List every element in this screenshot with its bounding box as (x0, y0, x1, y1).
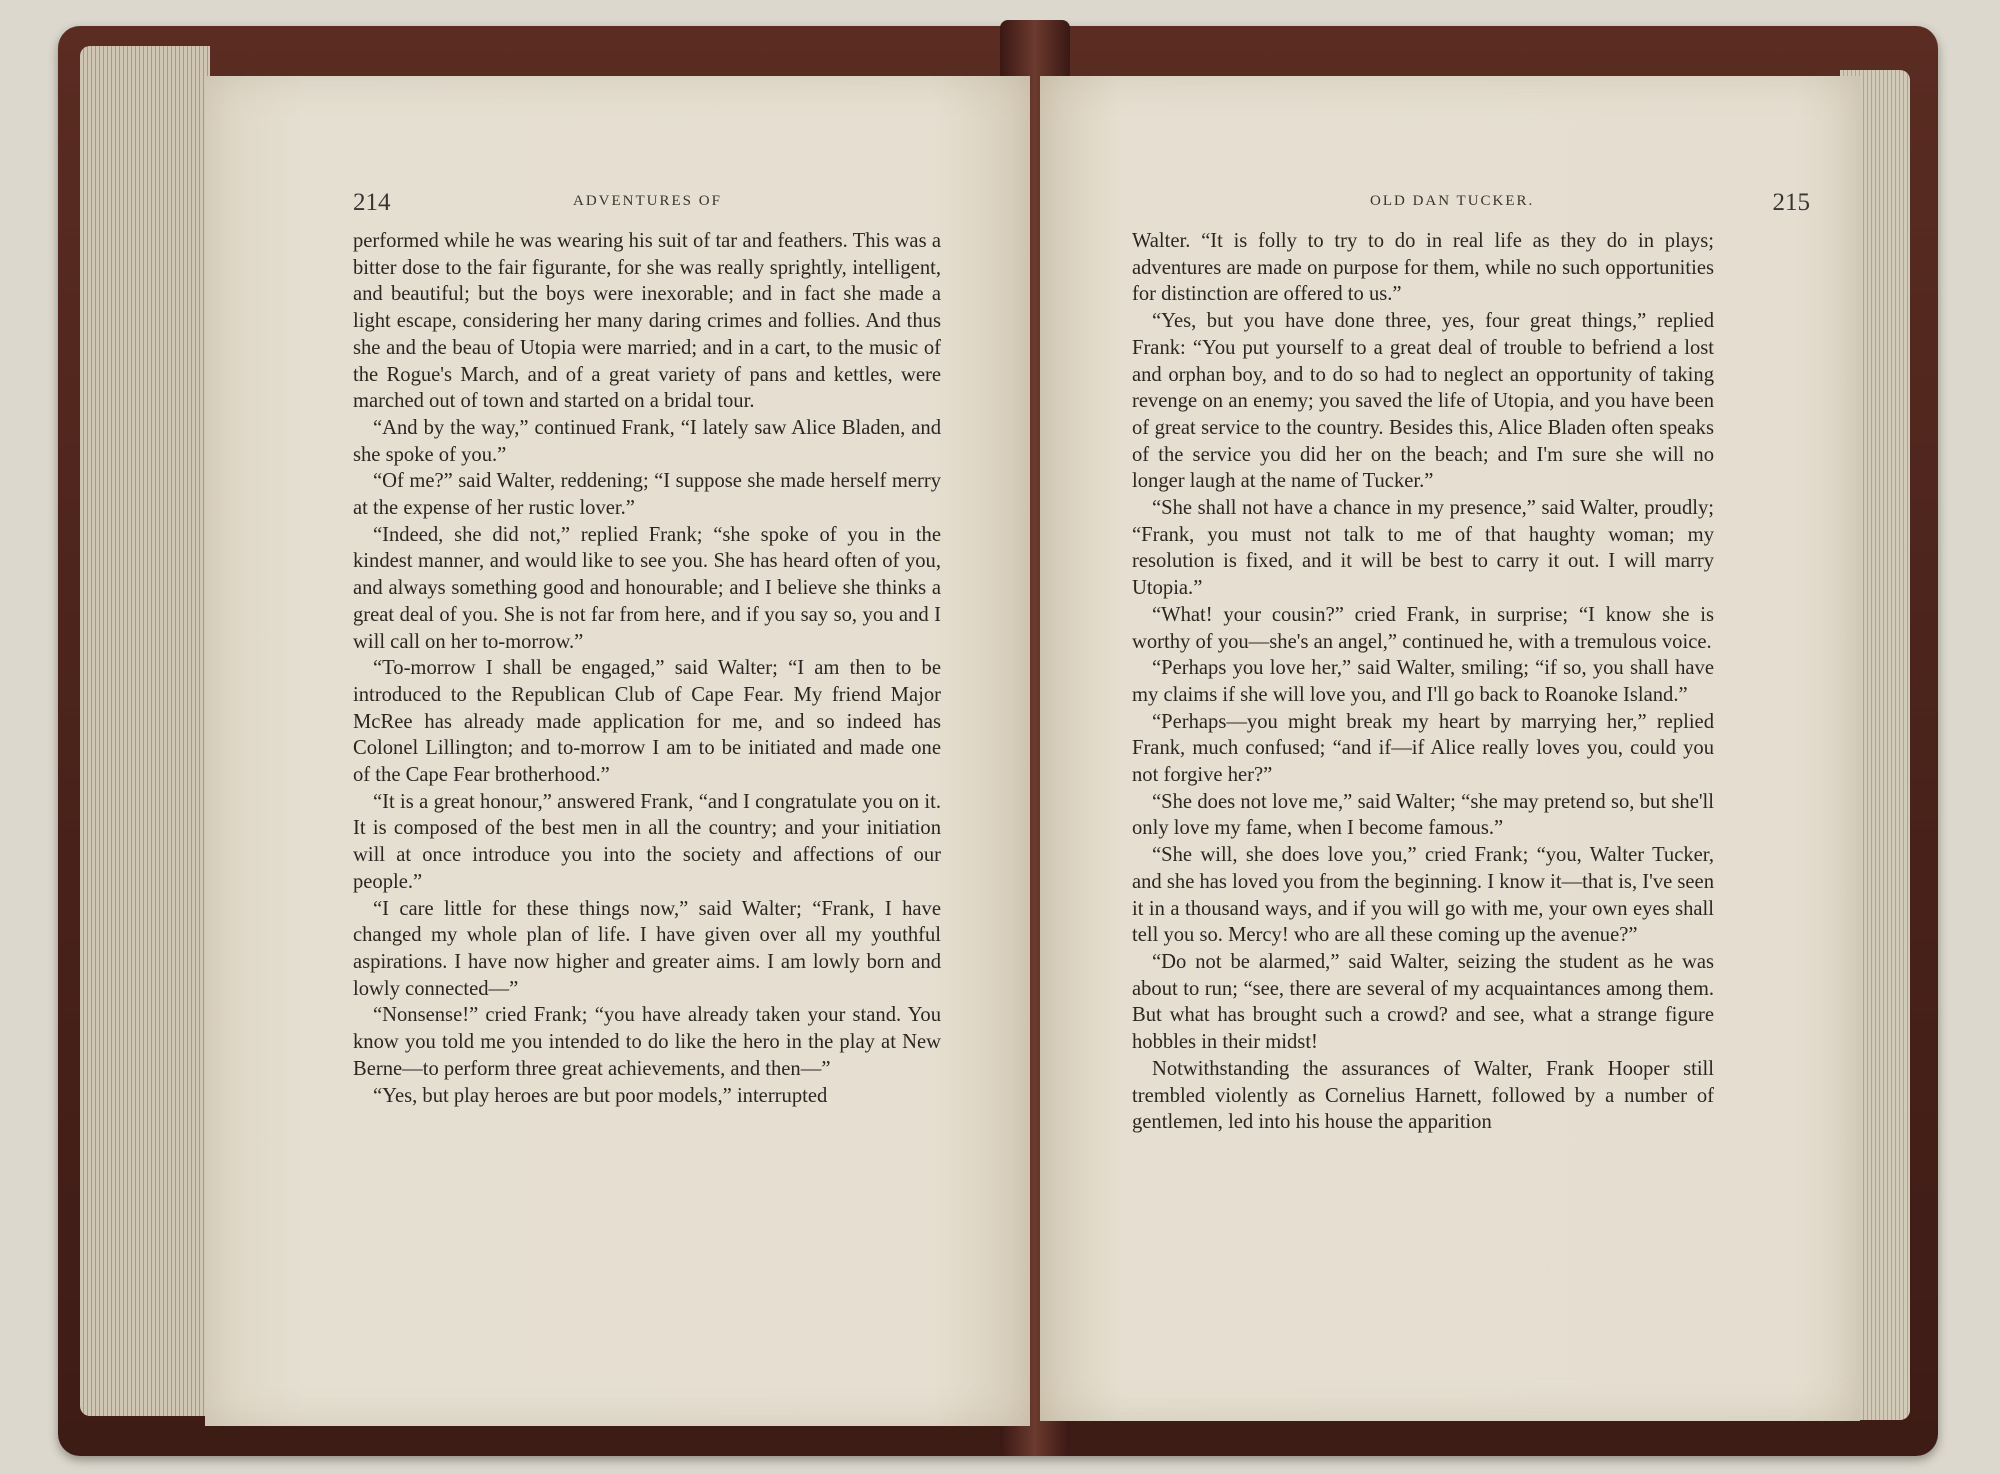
page-number: 214 (353, 189, 391, 216)
right-page-text (1132, 228, 1714, 1136)
paragraph: “She shall not have a chance in my presence,” said Walter, proudly; “Frank, you must not talk to me of that haughty woman; my resolution is fixed, and it will be best to carry it out. I will marry Utopia.” (1132, 497, 1714, 600)
paragraph: “Indeed, she did not,” replied Frank; “she spoke of you in the kindest manner, and would like to see you. She has heard often of you, and always something good and honourable; and I believe she thinks a great deal of you. She is not far from here, and if you say so, you and I will call on her to-morrow.” (353, 523, 941, 653)
paragraph: “What! your cousin?” cried Frank, in surprise; “I know she is worthy of you—she's an angel,” continued he, with a tremulous voice. (1132, 603, 1714, 653)
paragraph: “Yes, but you have done three, yes, four great things,” replied Frank: “You put yourself to a great deal of trouble to befriend a lost and orphan boy, and to do so had to neglect an opportunity of taking revenge on an enemy; you saved the life of Utopia, and you have been of great service to the country. Besides this, Alice Bladen often speaks of the service you did her on the beach; and I'm sure she will no longer laugh at the name of Tucker.” (1132, 310, 1714, 493)
right-page (1040, 76, 1860, 1421)
paragraph: “Perhaps—you might break my heart by marrying her,” replied Frank, much confused; “and if—if Alice really loves you, could you not forgive her?” (1132, 710, 1714, 787)
running-head: ADVENTURES OF (573, 193, 722, 209)
paragraph: “Perhaps you love her,” said Walter, smiling; “if so, you shall have my claims if she will love you, and I'll go back to Roanoke Island.” (1132, 657, 1714, 706)
paragraph: performed while he was wearing his suit of tar and feathers. This was a bitter dose to the fair figurante, for she was really sprightly, intelligent, and beautiful; but the boys were inexorable; and in fact she made a light escape, considering her many daring crimes and follies. And thus she and the beau of Utopia were married; and in a cart, to the music of the Rogue's March, and of a great variety of pans and kettles, were marched out of town and started on a bridal tour. (353, 230, 941, 413)
paragraph: “Of me?” said Walter, reddening; “I suppose she made herself merry at the expense of her rustic lover.” (353, 470, 941, 520)
paragraph: Notwithstanding the assurances of Walter, Frank Hooper still trembled violently as Cornelius Harnett, followed by a number of gentlemen, led into his house the apparition (1132, 1057, 1714, 1134)
paragraph: “Yes, but play heroes are but poor models,” interrupted (373, 1084, 828, 1107)
paragraph: “Do not be alarmed,” said Walter, seizing the student as he was about to run; “see, there are several of my acquaintances among them. But what has brought such a crowd? and see, what a strange figure hobbles in their midst! (1132, 950, 1714, 1054)
left-page-text (353, 228, 941, 1109)
paragraph: “Nonsense!” cried Frank; “you have already taken your stand. You know you told me you intended to do like the hero in the play at New Berne—to perform three great achievements, and then—” (353, 1004, 941, 1080)
page-number: 215 (1772, 189, 1810, 216)
paragraph: “And by the way,” continued Frank, “I lately saw Alice Bladen, and she spoke of you.” (353, 416, 941, 466)
paragraph: “It is a great honour,” answered Frank, “and I congratulate you on it. It is composed of the best men in all the country; and your initiation will at once introduce you into the society and affections of our people.” (353, 790, 941, 893)
left-page-header (353, 189, 953, 219)
paragraph: “She does not love me,” said Walter; “she may pretend so, but she'll only love my fame, when I become famous.” (1132, 790, 1714, 840)
page-edges-left (80, 46, 210, 1416)
paragraph: “She will, she does love you,” cried Frank; “you, Walter Tucker, and she has loved you from the beginning. I know it—that is, I've seen it in a thousand ways, and if you will go with me, your own eyes shall tell you so. Mercy! who are all these coming up the avenue?” (1132, 844, 1714, 947)
right-page-header (1130, 189, 1810, 219)
paragraph: “I care little for these things now,” said Walter; “Frank, I have changed my whole plan of life. I have given over all my youthful aspirations. I have now higher and greater aims. I am lowly born and lowly connected—” (353, 897, 941, 1000)
paragraph: “To-morrow I shall be engaged,” said Walter; “I am then to be introduced to the Republican Club of Cape Fear. My friend Major McRee has already made application for me, and so indeed has Colonel Lillington; and to-morrow I am to be initiated and made one of the Cape Fear brotherhood.” (353, 657, 941, 787)
left-page (205, 76, 1030, 1426)
running-head: OLD DAN TUCKER. (1370, 193, 1535, 209)
paragraph: Walter. “It is folly to try to do in real life as they do in plays; adventures are made on purpose for them, while no such opportunities for distinction are offered to us.” (1132, 230, 1714, 306)
